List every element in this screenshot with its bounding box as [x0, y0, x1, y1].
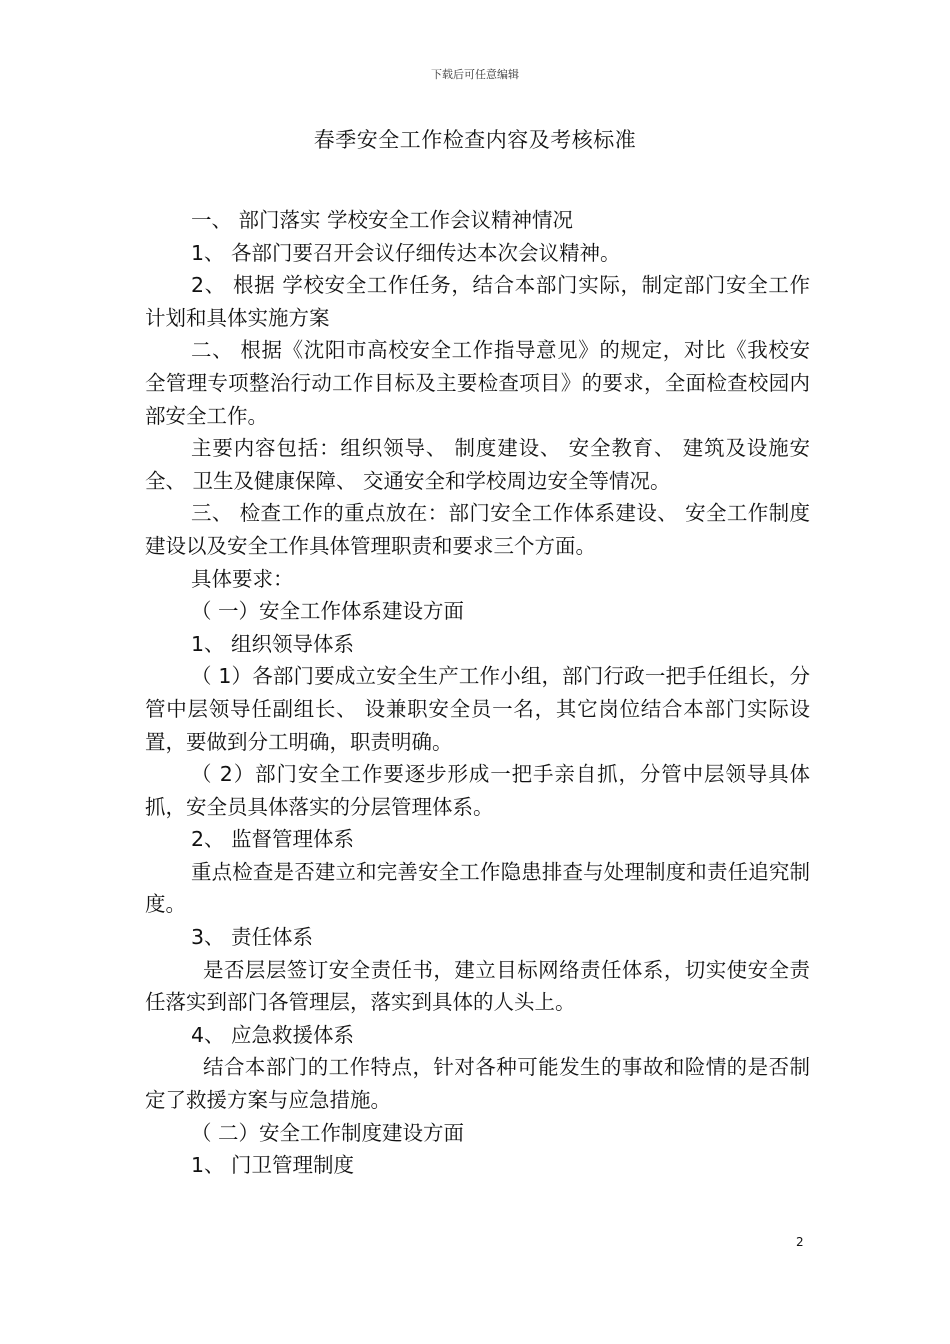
- item-1-1: 1、 各部门要召开会议仔细传达本次会议精神。: [191, 240, 621, 265]
- item-organization-system: 1、 组织领导体系: [191, 631, 355, 656]
- supervision-detail: 重点检查是否建立和完善安全工作隐患排查与处理制度和责任追究制度。: [145, 859, 810, 917]
- section-1-heading: 一、 部门落实 学校安全工作会议精神情况: [191, 208, 574, 232]
- emergency-detail: 结合本部门的工作特点，针对各种可能发生的事故和险情的是否制定了救援方案与应急措施。: [145, 1055, 810, 1113]
- subsection-1-heading: （ 一）安全工作体系建设方面: [191, 599, 465, 624]
- main-content-paragraph: 主要内容包括：组织领导、 制度建设、 安全教育、 建筑及设施安全、 卫生及健康保障、 交通安全和学校周边安全等情况。: [145, 436, 810, 493]
- item-organization-point-2: （ 2）部门安全工作要逐步形成一把手亲自抓，分管中层领导具体抓，安全员具体落实的分层管理体系。: [145, 762, 810, 819]
- document-body: [145, 204, 810, 1182]
- requirements-label: 具体要求：: [191, 566, 294, 591]
- item-gate-management: 1、 门卫管理制度: [191, 1153, 355, 1178]
- subsection-2-heading: （ 二）安全工作制度建设方面: [191, 1120, 465, 1145]
- section-2-heading: 二、 根据《沈阳市高校安全工作指导意见》的规定，对比《我校安全管理专项整治行动工作目标及主要检查项目》的要求，全面检查校园内部安全工作。: [145, 338, 810, 428]
- item-organization-point-1: （ 1）各部门要成立安全生产工作小组，部门行政一把手任组长，分管中层领导任副组长、 设兼职安全员一名，其它岗位结合本部门实际设置，要做到分工明确，职责明确。: [145, 664, 810, 754]
- item-supervision-system: 2、 监督管理体系: [191, 827, 355, 852]
- responsibility-detail: 是否层层签订安全责任书，建立目标网络责任体系，切实使安全责任落实到部门各管理层，落实到具体的人头上。: [145, 957, 810, 1015]
- item-emergency-system: 4、 应急救援体系: [191, 1022, 355, 1047]
- header-note: 下载后可任意编辑: [431, 68, 519, 81]
- item-1-2: 2、 根据 学校安全工作任务，结合本部门实际，制定部门安全工作计划和具体实施方案: [145, 273, 810, 330]
- page-number: 2: [796, 1235, 804, 1249]
- item-responsibility-system: 3、 责任体系: [191, 925, 314, 950]
- document-title: 春季安全工作检查内容及考核标准: [313, 128, 637, 152]
- section-3-heading: 三、 检查工作的重点放在：部门安全工作体系建设、 安全工作制度建设以及安全工作具体管理职责和要求三个方面。: [145, 501, 810, 558]
